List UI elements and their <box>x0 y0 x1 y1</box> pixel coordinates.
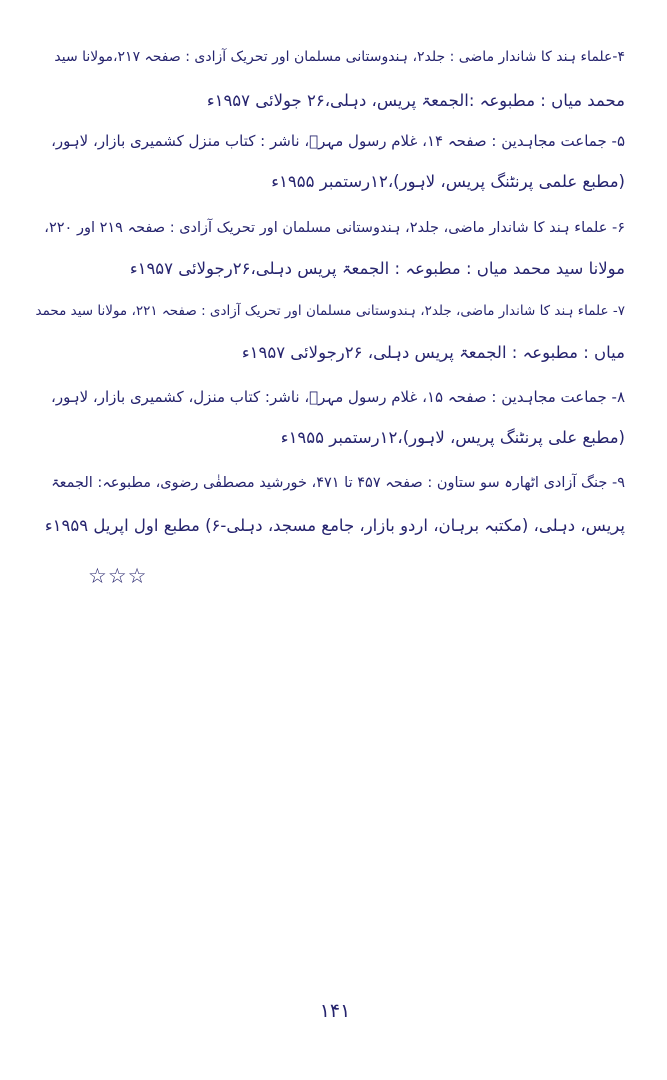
footnote-4-line-2: محمد میاں : مطبوعہ :الجمعۃ پریس، دہلی،۲۶ جولائی ۱۹۵۷ء <box>206 91 625 110</box>
section-divider-stars: ☆☆☆ <box>88 564 148 588</box>
page-number: ۱۴۱ <box>319 1000 351 1022</box>
footnote-6-line-1: ۶- علماء ہند کا شاندار ماضی، جلد۲، ہندوستانی مسلمان اور تحریک آزادی : صفحہ ۲۱۹ اور ۲۲۰، <box>44 220 625 236</box>
footnote-6-line-2: مولانا سید محمد میاں : مطبوعہ : الجمعۃ پریس دہلی،۲۶رجولائی ۱۹۵۷ء <box>129 259 625 278</box>
footnote-5-line-1: ۵- جماعت مجاہدین : صفحہ ۱۴، غلام رسول مہرؔ، ناشر : کتاب منزل کشمیری بازار، لاہور، <box>51 132 625 150</box>
footnote-4-line-1: ۴-علماء ہند کا شاندار ماضی : جلد۲، ہندوستانی مسلمان اور تحریک آزادی : صفحہ ۲۱۷،مولانا سید <box>54 49 625 65</box>
footnote-9-line-1: ۹- جنگ آزادی اٹھارہ سو ستاون : صفحہ ۴۵۷ تا ۴۷۱، خورشید مصطفٰی رضوی، مطبوعہ: الجمعۃ <box>51 475 625 491</box>
footnote-5-line-2: (مطبع علمی پرنٹنگ پریس، لاہور)،۱۲رستمبر ۱۹۵۵ء <box>271 172 625 191</box>
footnote-9-line-2: پریس، دہلی، (مکتبہ برہان، اردو بازار، جامع مسجد، دہلی-۶) مطبع اول اپریل ۱۹۵۹ء <box>44 516 625 535</box>
footnote-8-line-2: (مطبع علی پرنٹنگ پریس، لاہور)،۱۲رستمبر ۱۹۵۵ء <box>280 428 625 447</box>
footnote-7-line-1: ۷- علماء ہند کا شاندار ماضی، جلد۲، ہندوستانی مسلمان اور تحریک آزادی : صفحہ ۲۲۱، مولانا سید محمد <box>35 303 625 319</box>
footnote-8-line-1: ۸- جماعت مجاہدین : صفحہ ۱۵، غلام رسول مہرؔ، ناشر: کتاب منزل، کشمیری بازار، لاہور، <box>50 388 625 406</box>
footnote-7-line-2: میاں : مطبوعہ : الجمعۃ پریس دہلی، ۲۶رجولائی ۱۹۵۷ء <box>241 343 625 362</box>
